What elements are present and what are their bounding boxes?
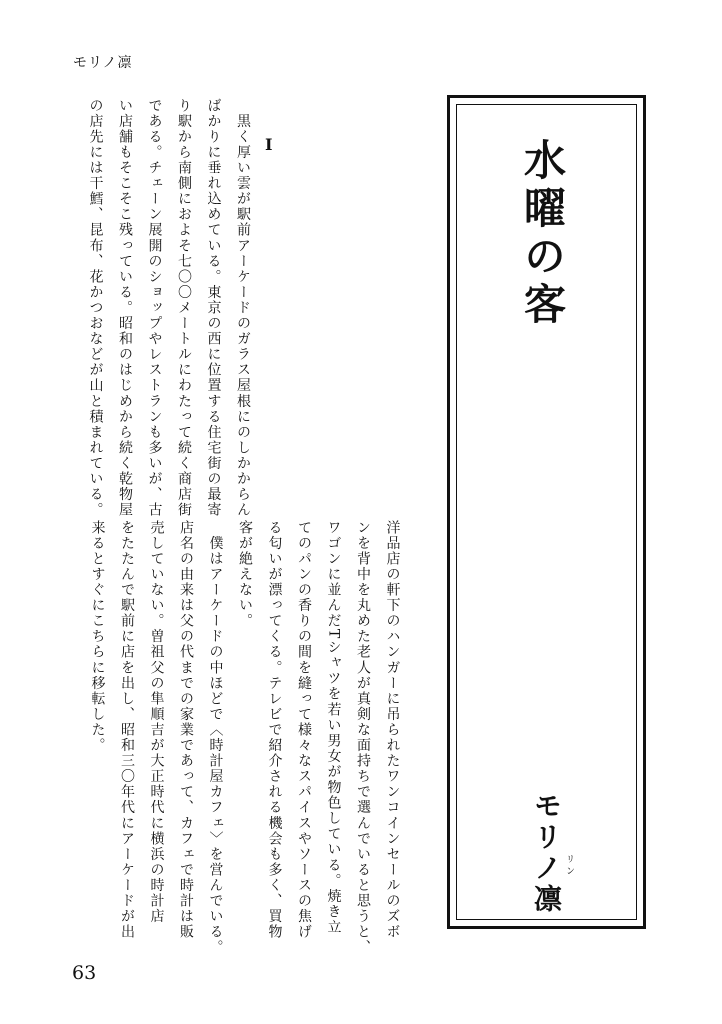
text-line: をたたんで駅前に店を出し、昭和三〇年代にアーケードが出 — [119, 520, 135, 940]
text-line: 売していない。曽祖父の隼順吉が大正時代に横浜の時計店 — [148, 520, 165, 925]
text-line: 黒く厚い雲が駅前アーケードのガラス屋根にのしかからん — [235, 98, 251, 518]
body-text-bottom — [82, 520, 407, 956]
story-title: 水曜の客 — [518, 138, 567, 330]
text-line: ワゴンに並んだTシャツを若い男女が物色している。焼き立 — [325, 520, 342, 936]
text-line: 店名の由来は父の代までの家業であって、カフェで時計は販 — [178, 520, 194, 940]
text-line: 洋品店の軒下のハンガーに吊られたワンコインセールのズボ — [384, 520, 401, 940]
page-number: 63 — [72, 962, 97, 984]
text-line: 客が絶えない。 — [237, 520, 253, 629]
text-line: り駅から南側におよそ七〇〇メートルにわたって続く商店街 — [176, 98, 192, 518]
title-frame — [447, 95, 646, 929]
text-line: てのパンの香りの間を縫って様々なスパイスやソースの焦げ — [296, 520, 312, 940]
text-line: 来るとすぐにこちらに移転した。 — [89, 520, 106, 754]
author-ruby: リン — [564, 854, 574, 878]
text-line: い店舗もそこそこ残っている。昭和のはじめから続く乾物屋 — [117, 98, 133, 518]
author-name: モリノ凛 — [530, 791, 563, 915]
body-text-top — [80, 98, 257, 518]
text-line: である。チェーン展開のショップやレストランも多いが、古 — [146, 98, 163, 518]
text-line: ンを背中を丸めた老人が真剣な面持ちで選んでいると思うと、 — [355, 520, 371, 956]
section-number: I — [265, 135, 273, 154]
text-line: ばかりに垂れ込めている。東京の西に位置する住宅街の最寄 — [205, 98, 222, 518]
text-line: の店先には干鱈、昆布、花かつおなどが山と積まれている。 — [87, 98, 104, 518]
text-line: る匂いが漂ってくる。テレビで紹介される機会も多く、買物 — [266, 520, 283, 940]
running-head: モリノ凛 — [73, 55, 133, 71]
text-line: 僕はアーケードの中ほどで〈時計屋カフェ〉を営んでいる。 — [207, 520, 224, 956]
